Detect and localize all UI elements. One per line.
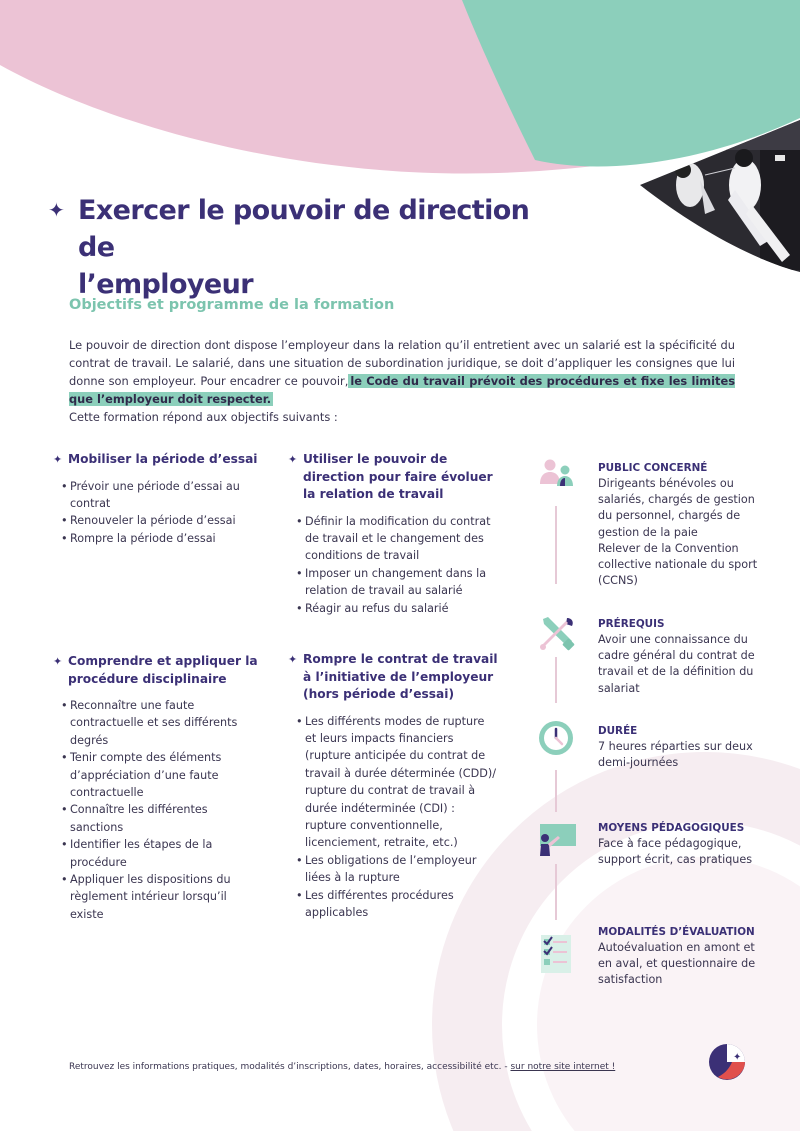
footer (69, 1062, 615, 1072)
objective-list (288, 513, 498, 617)
list-item: • Prévoir une période d’essai au contrat (61, 478, 258, 513)
tools-icon (538, 614, 576, 652)
list-item: • Appliquer les dispositions du règlement intérieur lorsqu’il existe (61, 871, 263, 923)
title-line-2: l’employeur (78, 269, 253, 300)
info-text: Dirigeants bénévoles ou salariés, chargés de gestion du personnel, chargés de gestion de la paie (598, 477, 755, 539)
objective-title: ✦ Mobiliser la période d’essai (53, 451, 258, 469)
list-item: • Les différentes procédures applicables (296, 887, 498, 922)
list-item: • Les différents modes de rupture et leurs impacts financiers (rupture anticipée du contrat de travail à durée déterminée (CDD)/ rupture du contrat de travail à durée indéterminée (CDI) : rupture conventionnelle, licenciement, retraite, etc.) (296, 713, 498, 852)
list-item: • Réagir au refus du salarié (296, 600, 498, 617)
info-text: Relever de la Convention collective nationale du sport (CCNS) (598, 541, 758, 588)
info-text: Avoir une connaissance du cadre général du contrat de travail et de la définition du salariat (598, 633, 755, 695)
objective-block-2 (288, 451, 498, 617)
objective-title: ✦ Rompre le contrat de travail à l’initiative de l’employeur (hors période d’essai) (288, 652, 498, 701)
objective-title: ✦ Comprendre et appliquer la procédure disciplinaire (53, 654, 258, 686)
info-text: Face à face pédagogique, support écrit, cas pratiques (598, 837, 753, 867)
sparkle-icon: ✦ (53, 655, 63, 668)
intro-highlight: le Code du travail prévoit des procédures et fixe les limites que l’employeur doit respecter. (69, 374, 736, 406)
objective-block-4 (288, 651, 498, 921)
objective-block-3 (53, 653, 263, 923)
footer-text: Retrouvez les informations pratiques, modalités d’inscriptions, dates, horaires, accessibilité etc. - (69, 1062, 508, 1072)
info-title: PRÉREQUIS (598, 618, 665, 630)
objective-list (53, 478, 258, 548)
list-item: • Définir la modification du contrat de travail et le changement des conditions de travail (296, 513, 498, 565)
objective-list (53, 697, 263, 923)
info-text: Autoévaluation en amont et en aval, et questionnaire de satisfaction (598, 941, 756, 987)
list-item: • Reconnaître une faute contractuelle et ses différents degrés (61, 697, 263, 749)
info-evaluation (598, 924, 768, 989)
intro-paragraph (69, 336, 735, 426)
website-link[interactable]: sur notre site internet ! (510, 1062, 616, 1072)
clock-icon (538, 720, 574, 756)
sparkle-icon: ✦ (53, 453, 63, 466)
objective-title: ✦ Utiliser le pouvoir de direction pour faire évoluer la relation de travail (288, 452, 493, 501)
list-item: • Imposer un changement dans la relation de travail au salarié (296, 565, 498, 600)
connector-line (555, 657, 557, 703)
people-icon (538, 456, 576, 488)
info-title: PUBLIC CONCERNÉ (598, 462, 708, 474)
objective-block-1 (53, 451, 258, 547)
info-title: MOYENS PÉDAGOGIQUES (598, 822, 745, 834)
sparkle-icon: ✦ (288, 453, 298, 466)
info-public (598, 460, 768, 589)
sparkle-icon: ✦ (288, 653, 298, 666)
title-line-1: Exercer le pouvoir de direction de (78, 195, 530, 263)
list-item: • Identifier les étapes de la procédure (61, 836, 263, 871)
list-item: • Renouveler la période d’essai (61, 512, 258, 529)
info-text: 7 heures réparties sur deux demi-journées (598, 740, 753, 770)
info-prerequis (598, 616, 768, 697)
intro-text: Le pouvoir de direction dont dispose l’employeur dans la relation qu’il entretient avec un salarié est la spécificité du contrat de travail. Le salarié, dans une situation de subordination juridique, se doit d’appliquer les consignes que lui donne son employeur. Pour encadrer ce pouvoir, (69, 338, 735, 388)
objective-list (288, 713, 498, 922)
connector-line (555, 506, 557, 584)
brand-logo-icon (708, 1043, 746, 1081)
svg-text:✦: ✦ (733, 1052, 742, 1063)
intro-text-after: Cette formation répond aux objectifs suivants : (69, 410, 338, 424)
list-item: • Connaître les différentes sanctions (61, 801, 263, 836)
list-item: • Rompre la période d’essai (61, 530, 258, 547)
info-title: MODALITÉS D’ÉVALUATION (598, 926, 755, 938)
list-item: • Les obligations de l’employeur liées à la rupture (296, 852, 498, 887)
checklist-icon (540, 934, 572, 974)
info-title: DURÉE (598, 725, 638, 737)
presentation-icon (536, 822, 578, 858)
connector-line (555, 770, 557, 812)
connector-line (555, 864, 557, 920)
page-title (48, 192, 548, 303)
info-duree (598, 723, 768, 771)
list-item: • Tenir compte des éléments d’appréciation d’une faute contractuelle (61, 749, 263, 801)
info-moyens (598, 820, 768, 868)
title-heading (78, 192, 548, 303)
sparkle-icon: ✦ (48, 198, 65, 222)
section-subtitle: Objectifs et programme de la formation (69, 297, 395, 313)
